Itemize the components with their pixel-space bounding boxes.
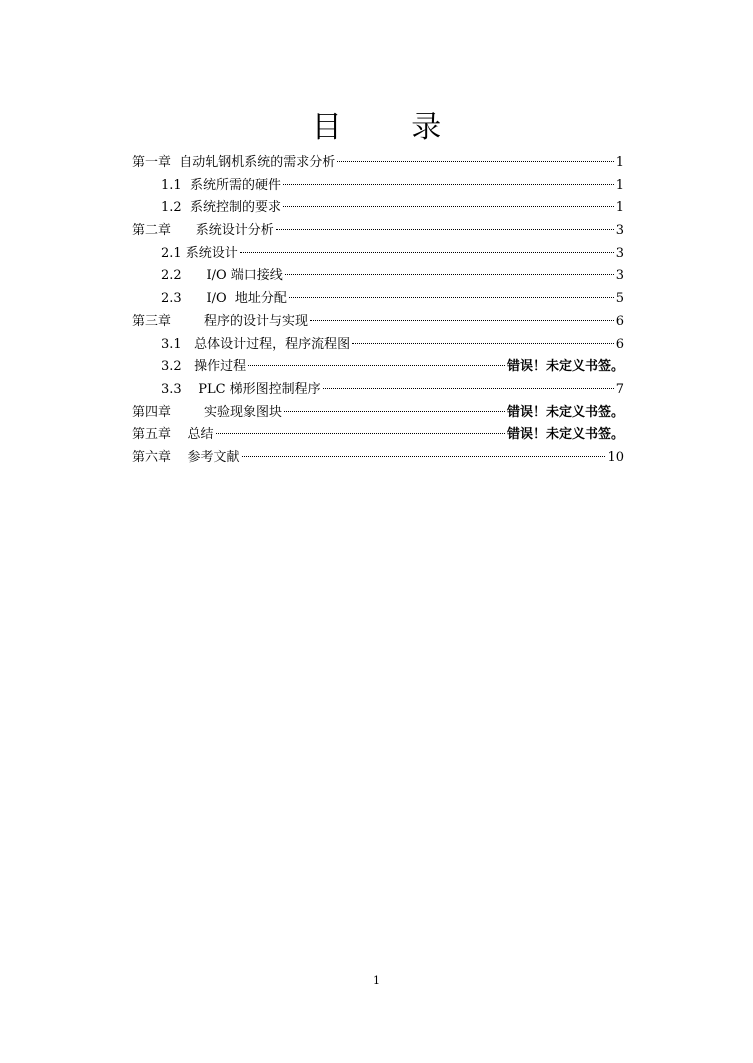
- toc-entry-page: 3: [615, 268, 624, 284]
- toc-dot-leader: [285, 274, 614, 275]
- toc-dot-leader: [216, 433, 505, 434]
- toc-entry[interactable]: [132, 424, 624, 447]
- toc-entry-label: 第四章 实验现象图块: [132, 404, 283, 420]
- toc-dot-leader: [310, 320, 614, 321]
- toc-dot-leader: [352, 343, 614, 344]
- toc-entry-page: 6: [615, 313, 624, 329]
- toc-dot-leader: [283, 184, 614, 185]
- toc-entry[interactable]: [132, 334, 624, 357]
- toc-dot-leader: [284, 411, 505, 412]
- toc-entry[interactable]: [132, 152, 624, 175]
- toc-entry[interactable]: [132, 265, 624, 288]
- toc-entry[interactable]: [132, 356, 624, 379]
- toc-entry[interactable]: [132, 197, 624, 220]
- toc-entry-label: 3.2 操作过程: [161, 359, 247, 375]
- toc-entry-page: 6: [615, 336, 624, 352]
- toc-dot-leader: [289, 297, 614, 298]
- page-number: 1: [373, 974, 380, 987]
- toc-entry-label: 3.3 PLC 梯形图控制程序: [161, 381, 321, 397]
- toc-entry-page: 1: [615, 155, 624, 170]
- toc-dot-leader: [248, 365, 505, 366]
- toc-entry[interactable]: [132, 175, 624, 198]
- toc-entry-page: 1: [615, 200, 624, 216]
- toc-entry-label: 1.1 系统所需的硬件: [161, 177, 281, 193]
- toc-entry-page: 3: [615, 223, 624, 239]
- toc-entry-label: 第二章 系统设计分析: [132, 223, 274, 239]
- table-of-contents: [132, 152, 624, 470]
- toc-entry-label: 第三章 程序的设计与实现: [132, 313, 309, 329]
- toc-entry-page: 7: [615, 381, 624, 397]
- toc-entry-label: 2.2 I/O 端口接线: [161, 268, 283, 284]
- toc-entry-page: 1: [615, 177, 624, 193]
- toc-entry[interactable]: [132, 402, 624, 425]
- toc-entry[interactable]: [132, 311, 624, 334]
- toc-title: 目 录: [311, 110, 472, 145]
- toc-dot-leader: [337, 161, 613, 162]
- toc-entry[interactable]: [132, 379, 624, 402]
- toc-entry-label: 第一章 自动轧钢机系统的需求分析: [132, 155, 336, 170]
- toc-entry-page: 3: [615, 245, 624, 261]
- toc-entry[interactable]: [132, 288, 624, 311]
- toc-dot-leader: [276, 229, 614, 230]
- toc-entry-error: 错误！未定义书签。: [506, 359, 624, 375]
- toc-entry-label: 1.2 系统控制的要求: [161, 200, 281, 216]
- toc-entry[interactable]: [132, 220, 624, 243]
- toc-entry-label: 第六章 参考文献: [132, 449, 240, 465]
- toc-entry-page: 10: [607, 449, 624, 465]
- toc-entry-label: 3.1 总体设计过程，程序流程图: [161, 336, 351, 352]
- toc-entry-label: 2.3 I/O 地址分配: [161, 291, 287, 307]
- toc-entry-error: 错误！未定义书签。: [506, 404, 624, 420]
- toc-dot-leader: [283, 206, 614, 207]
- toc-dot-leader: [240, 252, 614, 253]
- toc-entry-error: 错误！未定义书签。: [506, 427, 624, 443]
- toc-entry[interactable]: [132, 243, 624, 266]
- toc-dot-leader: [323, 388, 614, 389]
- toc-entry-label: 第五章 总结: [132, 427, 214, 443]
- toc-entry-label: 2.1 系统设计: [161, 245, 238, 261]
- toc-entry-page: 5: [615, 291, 624, 307]
- toc-dot-leader: [242, 456, 606, 457]
- toc-entry[interactable]: [132, 447, 624, 470]
